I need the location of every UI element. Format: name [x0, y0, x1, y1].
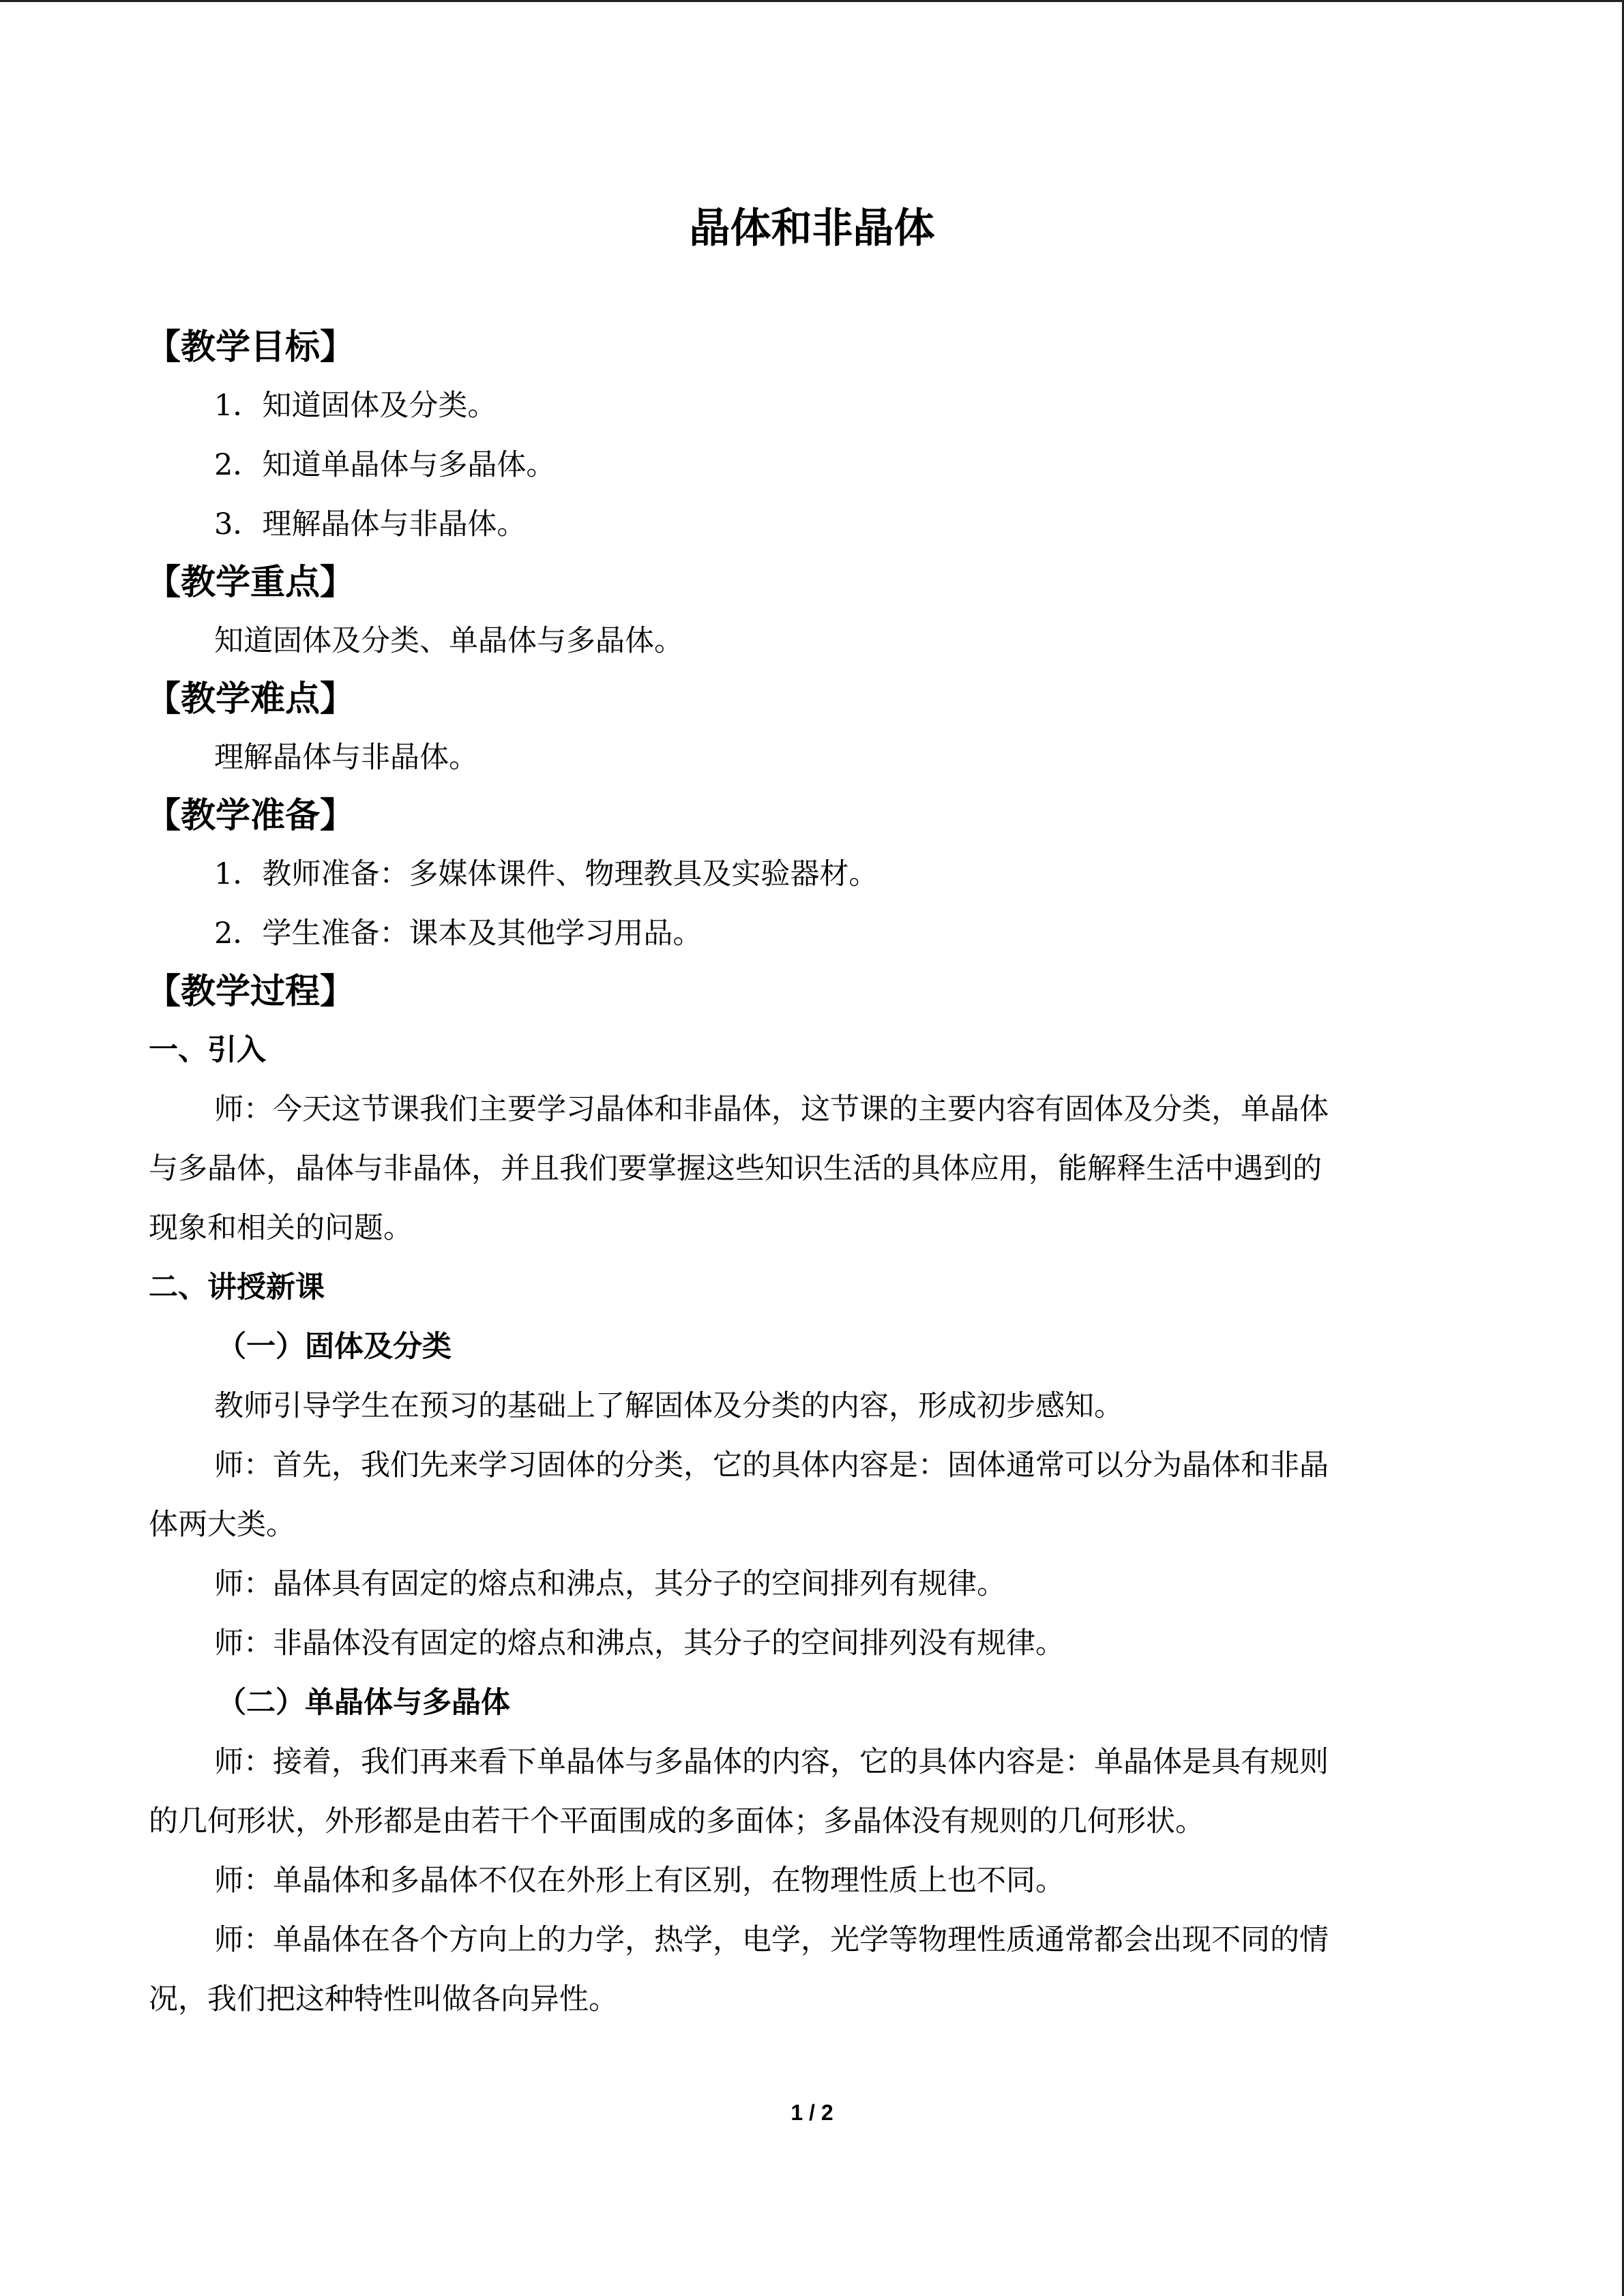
part1-title: 一、引入 — [149, 1033, 266, 1067]
heading-key-points: 【教学重点】 — [146, 563, 355, 603]
paragraph-line: 师：单晶体在各个方向上的力学，热学，电学，光学等物理性质通常都会出现不同的情 — [214, 1923, 1329, 1957]
heading-objectives: 【教学目标】 — [146, 327, 355, 368]
page-border-top — [0, 0, 1624, 2]
heading-preparation: 【教学准备】 — [146, 796, 355, 836]
sub1-paragraph-4: 师：非晶体没有固定的熔点和沸点，其分子的空间排列没有规律。 — [214, 1626, 1065, 1660]
preparation-item-1: 1．教师准备：多媒体课件、物理教具及实验器材。 — [214, 857, 879, 891]
key-points-text: 知道固体及分类、单晶体与多晶体。 — [214, 624, 683, 658]
page-number: 1 / 2 — [791, 2100, 833, 2125]
sub1-paragraph-1: 教师引导学生在预习的基础上了解固体及分类的内容，形成初步感知。 — [214, 1389, 1123, 1423]
sub1-paragraph-2 — [149, 1436, 1458, 1555]
sub1-paragraph-3: 师：晶体具有固定的熔点和沸点，其分子的空间排列有规律。 — [214, 1567, 1006, 1601]
heading-difficulties: 【教学难点】 — [146, 679, 355, 719]
preparation-item-2: 2．学生准备：课本及其他学习用品。 — [214, 916, 703, 951]
document-body — [146, 319, 1458, 2029]
heading-process: 【教学过程】 — [146, 972, 355, 1012]
objective-item-3: 3．理解晶体与非晶体。 — [214, 507, 527, 541]
paragraph-line: 师：接着，我们再来看下单晶体与多晶体的内容，它的具体内容是：单晶体是具有规则 — [214, 1745, 1329, 1779]
paragraph-line: 的几何形状，外形都是由若干个平面围成的多面体；多晶体没有规则的几何形状。 — [149, 1804, 1205, 1838]
paragraph-line: 师：首先，我们先来学习固体的分类，它的具体内容是：固体通常可以分为晶体和非晶 — [214, 1448, 1329, 1482]
sub2-paragraph-3 — [149, 1911, 1458, 2029]
sub2-title: （二）单晶体与多晶体 — [217, 1686, 510, 1720]
page-title: 晶体和非晶体 — [689, 205, 935, 252]
paragraph-line: 况，我们把这种特性叫做各向异性。 — [149, 1982, 618, 2016]
sub1-title: （一）固体及分类 — [217, 1330, 452, 1364]
paragraph-line: 体两大类。 — [149, 1508, 295, 1542]
paragraph-line: 与多晶体，晶体与非晶体，并且我们要掌握这些知识生活的具体应用，能解释生活中遇到的 — [149, 1152, 1322, 1186]
sub2-paragraph-2: 师：单晶体和多晶体不仅在外形上有区别，在物理性质上也不同。 — [214, 1864, 1065, 1898]
difficulties-text: 理解晶体与非晶体。 — [214, 741, 478, 775]
part1-paragraph — [149, 1080, 1458, 1258]
sub2-paragraph-1 — [149, 1733, 1458, 1851]
paragraph-line: 师：今天这节课我们主要学习晶体和非晶体，这节课的主要内容有固体及分类，单晶体 — [214, 1092, 1329, 1127]
part2-title: 二、讲授新课 — [149, 1270, 325, 1304]
objective-item-1: 1．知道固体及分类。 — [214, 389, 497, 423]
paragraph-line: 现象和相关的问题。 — [149, 1211, 413, 1245]
objective-item-2: 2．知道单晶体与多晶体。 — [214, 448, 556, 482]
